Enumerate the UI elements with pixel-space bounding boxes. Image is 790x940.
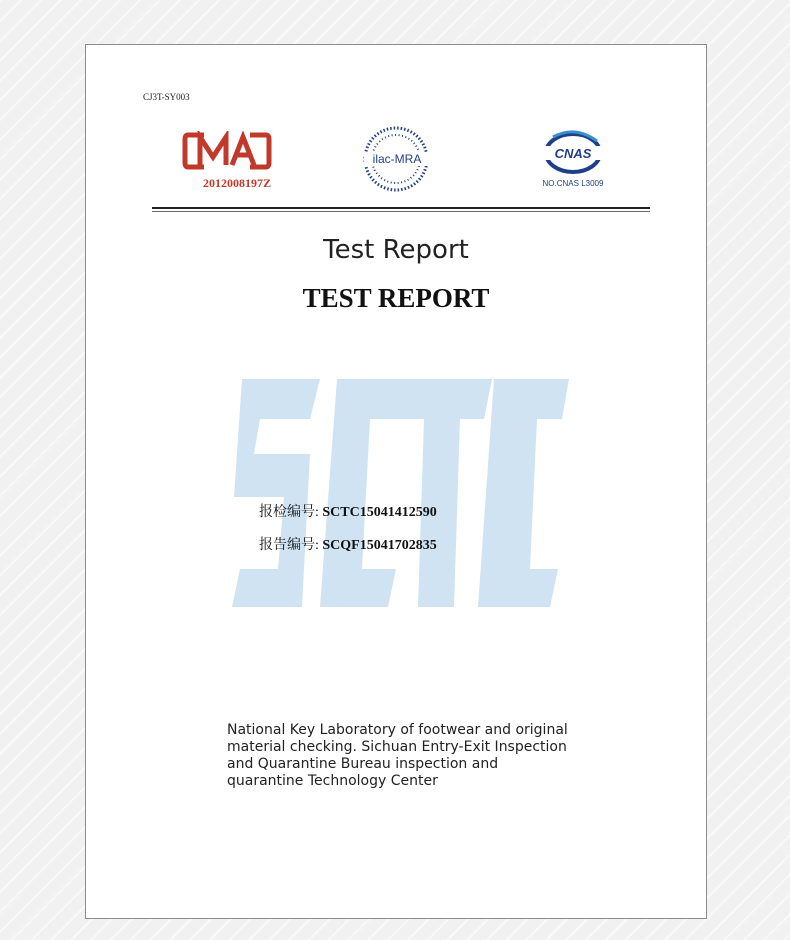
report-number-value: SCQF15041702835	[322, 538, 437, 553]
cnas-mark-icon	[533, 129, 613, 175]
report-cover-page	[85, 44, 707, 919]
cnas-logo	[533, 129, 613, 191]
inspection-number	[259, 501, 437, 521]
ilac-mra-mark-text: ilac-MRA	[372, 152, 422, 166]
cma-registration-number: 2012008197Z	[202, 176, 271, 190]
cma-logo	[182, 131, 292, 193]
inspection-number-value: SCTC15041412590	[322, 505, 437, 520]
report-title-upper: TEST REPORT	[302, 283, 490, 313]
inspection-number-label: 报检编号:	[259, 505, 319, 520]
report-number-label: 报告编号:	[259, 538, 319, 553]
report-number	[259, 534, 437, 554]
cnas-mark-text: CNAS	[554, 146, 592, 161]
ilac-mra-logo	[362, 125, 434, 193]
header-divider-thin	[152, 211, 650, 212]
ilac-mra-mark-icon	[362, 125, 434, 193]
report-title: Test Report	[323, 235, 469, 265]
laboratory-name: National Key Laboratory of footwear and original material checking. Sichuan Entry-Exit Inspection and Quarantine Bureau inspection and quarantine Technology Center	[227, 722, 568, 789]
sctc-watermark-icon	[232, 379, 569, 607]
cnas-number: NO.CNAS L3009	[542, 179, 604, 188]
header-divider	[152, 207, 650, 209]
cma-mark-icon	[182, 131, 292, 175]
document-code: CJ3T-SY003	[143, 92, 190, 102]
